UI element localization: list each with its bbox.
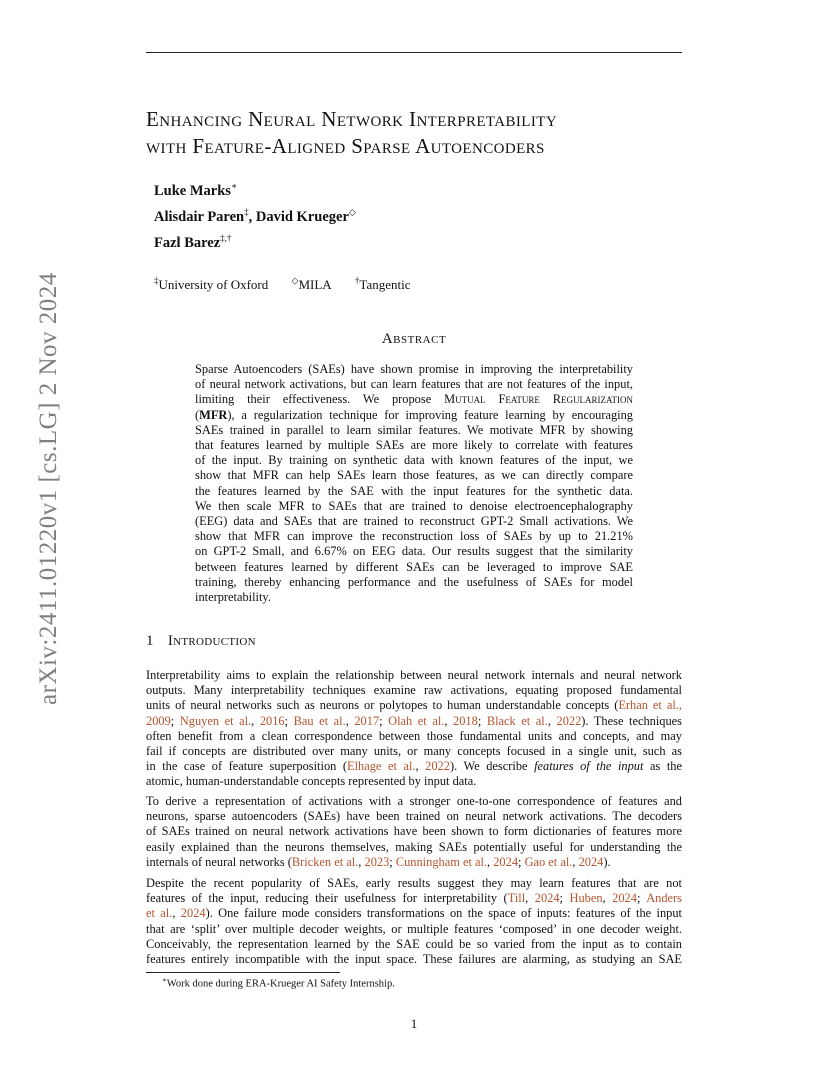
text: , (525, 891, 535, 906)
abstract-line: (MFR), a regularization technique for improving feature learning by encouraging (195, 407, 633, 422)
citation-link[interactable]: 2024 (534, 891, 560, 906)
text: ; (559, 891, 570, 906)
text: , (345, 713, 355, 728)
abstract-line (195, 392, 633, 407)
citation-link[interactable]: Olah et al. (388, 713, 445, 728)
text: , (444, 713, 454, 728)
citation-link[interactable]: Cunningham et al. (395, 854, 488, 869)
paragraph-line: atomic, human-understandable concepts represented by input data. (146, 774, 477, 789)
author-mark: ◇ (348, 207, 356, 217)
citation-link[interactable]: 2024 (612, 891, 637, 906)
author-mark: ∗ (230, 181, 238, 191)
affiliations (154, 276, 430, 293)
citation-link[interactable]: 2016 (259, 713, 285, 728)
intro-paragraph-1 (146, 668, 682, 790)
citation-link[interactable]: 2022 (556, 713, 582, 728)
paragraph-line: neurons, sparse autoencoders (SAEs) have been trained on neural network activations. The decoders (146, 809, 682, 824)
paragraph-line (146, 714, 682, 729)
citation-link[interactable]: Erhan et al., (618, 698, 682, 713)
citation-link[interactable]: et al. (146, 906, 173, 921)
author-line-3 (154, 233, 231, 252)
abstract-line: Sparse Autoencoders (SAEs) have shown promise in improving the interpretability (195, 362, 633, 376)
text: , (547, 713, 557, 728)
text: , (251, 713, 260, 728)
affiliation-name: Tangentic (359, 277, 411, 293)
author-name: Alisdair Paren (154, 208, 245, 225)
method-acronym: MFR (199, 407, 228, 422)
text: , (415, 759, 426, 774)
paragraph-line: To derive a representation of activations with a stronger one-to-one correspondence of features and (146, 794, 682, 808)
text: ; (170, 713, 180, 728)
author-line-1 (154, 181, 237, 200)
emphasized-term: features of the input (534, 759, 644, 774)
citation-link[interactable]: 2023 (364, 854, 390, 869)
title-line-2: with Feature-Aligned Sparse Autoencoders (146, 134, 545, 158)
author-separator: , (248, 208, 256, 225)
text: ; (518, 854, 525, 869)
footnote (162, 976, 395, 990)
title-line-1: Enhancing Neural Network Interpretability (146, 107, 558, 131)
text: features of the input, reducing their usefulness for interpretability ( (146, 891, 508, 906)
text: in the case of feature superposition ( (146, 759, 348, 774)
citation-link[interactable]: Gao et al. (524, 854, 573, 869)
abstract-line: of the input. By training on synthetic data with known features of the input, we (195, 453, 633, 468)
text: ). These techniques (581, 713, 682, 728)
citation-link[interactable]: 2022 (425, 759, 450, 774)
citation-link[interactable]: 2009 (146, 713, 171, 728)
paper-title (146, 106, 706, 160)
text: ; (636, 891, 647, 906)
paragraph-line: of SAEs trained on neural network activations have been shown to form dictionaries of features more (146, 824, 682, 839)
text: ; (477, 713, 487, 728)
method-name: Mutual Feature Regularization (444, 392, 633, 407)
citation-link[interactable]: 2018 (453, 713, 478, 728)
footnote-mark: ∗ (162, 976, 167, 984)
affiliation-name: MILA (298, 277, 332, 293)
intro-paragraph-2 (146, 794, 682, 870)
affiliation-oxford (154, 277, 268, 292)
paragraph-line: that are ‘split’ over multiple decoder weights, or multiple features ‘composed’ in one decoder weight. (146, 921, 682, 936)
citation-link[interactable]: 2017 (354, 713, 380, 728)
abstract-line: (EEG) data and SAEs that are trained to reconstruct GPT-2 Small activations. We (195, 514, 633, 529)
paragraph-line: Conceivably, the representation learned by the SAE could be so varied from the input as to contain (146, 936, 682, 951)
citation-link[interactable]: 2024 (493, 854, 519, 869)
author-name: Luke Marks (154, 182, 231, 199)
text: ). (603, 854, 611, 869)
abstract-line: show that MFR can improve the reconstruction loss of SAEs by up to 21.21% (195, 529, 633, 544)
citation-link[interactable]: Nguyen et al. (179, 713, 252, 728)
section-title: Introduction (167, 633, 256, 649)
paragraph-line: outputs. Many interpretability techniques examine raw activations, equating proposed fundamental (146, 683, 682, 698)
abstract-text: ), a regularization technique for improving feature learning by encouraging (227, 407, 633, 422)
affiliation-mark: † (354, 276, 360, 286)
affiliation-name: University of Oxford (158, 277, 269, 293)
text: units of neural networks such as neurons or polytopes to human understandable concepts ( (146, 698, 619, 713)
citation-link[interactable]: Huben (569, 891, 603, 906)
citation-link[interactable]: Black et al. (486, 713, 548, 728)
abstract-heading: Abstract (381, 331, 447, 347)
abstract-line: between features learned by different SAEs can be leveraged to improve SAE (195, 559, 633, 574)
text: internals of neural networks ( (146, 854, 292, 869)
abstract-line: on GPT-2 Small, and 6.67% on EEG data. Our results suggest that the similarity (195, 544, 633, 559)
author-mark: ‡,† (220, 233, 232, 243)
section-heading-introduction (146, 633, 256, 650)
text: ). We describe (449, 759, 535, 774)
citation-link[interactable]: 2024 (578, 854, 604, 869)
footnote-text: Work done during ERA-Krueger AI Safety Internship. (166, 978, 395, 990)
affiliation-mark: ◇ (291, 276, 299, 286)
paragraph-line (146, 891, 682, 906)
affiliation-mila (292, 277, 332, 292)
abstract-line: We then scale MFR to SAEs that are trained to denoise electroencephalography (195, 498, 633, 513)
text: , (572, 854, 579, 869)
paragraph-line (146, 855, 682, 870)
text: as the (643, 759, 682, 774)
text: , (487, 854, 494, 869)
abstract-line: training, thereby enhancing performance and the usefulness of SAEs for model (195, 574, 633, 589)
abstract-line: of neural network activations, but can learn features that are not features of the input, (195, 377, 633, 392)
citation-link[interactable]: 2024 (180, 906, 206, 921)
abstract-line: the features learned by the SAE with the input features for the synthetic data. (195, 483, 633, 498)
citation-link[interactable]: Bau et al. (293, 713, 346, 728)
citation-link[interactable]: Till (507, 891, 526, 906)
text: ). One failure mode considers transformations on the space of inputs: features of the input (205, 906, 682, 921)
header-rule (146, 52, 682, 53)
author-name: David Krueger (255, 208, 349, 225)
abstract-text: limiting their effectiveness. We propose (195, 392, 445, 407)
paragraph-line: easily explained than the neurons themselves, making SAEs potentially useful for understanding the (146, 839, 682, 854)
abstract-body (195, 362, 633, 605)
arxiv-identifier-stamp: arXiv:2411.01220v1 [cs.LG] 2 Nov 2024 (35, 272, 62, 705)
text: ; (379, 713, 389, 728)
citation-link[interactable]: Bricken et al. (291, 854, 359, 869)
paragraph-line: features entirely incompatible with the input space. These failures are alarming, as studying an SAE (146, 952, 682, 967)
section-number: 1 (146, 633, 154, 649)
affiliation-mark: ‡ (154, 276, 159, 286)
text: , (602, 891, 613, 906)
author-name: Fazl Barez (154, 234, 221, 251)
paragraph-line: often benefit from a clean correspondence between those fundamental units and concepts, and may (146, 728, 682, 743)
author-line-2 (154, 207, 356, 226)
abstract-line: that features learned by multiple SAEs are more likely to correlate with features (195, 438, 633, 453)
text: ; (389, 854, 396, 869)
paragraph-line: fail if concepts are distributed over many units, or many concepts focused in a single unit, such as (146, 744, 682, 759)
paragraph-line: Interpretability aims to explain the relationship between neural network internals and neural network (146, 668, 682, 682)
paragraph-line: Despite the recent popularity of SAEs, early results suggest they may learn features that are not (146, 876, 682, 890)
affiliation-tangentic (355, 277, 411, 292)
text: , (358, 854, 365, 869)
abstract-line: SAEs trained in parallel to learn similar features. We motivate MFR by showing (195, 422, 633, 437)
author-mark: ‡ (244, 207, 249, 217)
intro-paragraph-3 (146, 876, 682, 967)
citation-link[interactable]: Anders (646, 891, 682, 906)
abstract-line: interpretability. (195, 590, 271, 605)
page-number: 1 (410, 1016, 418, 1031)
footnote-rule (146, 972, 340, 973)
text: ; (284, 713, 294, 728)
abstract-line: show that MFR can help SAEs learn those features, as we can directly compare (195, 468, 633, 483)
paragraph-line (146, 759, 682, 774)
paragraph-line (146, 906, 682, 921)
paragraph-line (146, 698, 682, 713)
text: , (172, 906, 181, 921)
citation-link[interactable]: Elhage et al. (347, 759, 416, 774)
